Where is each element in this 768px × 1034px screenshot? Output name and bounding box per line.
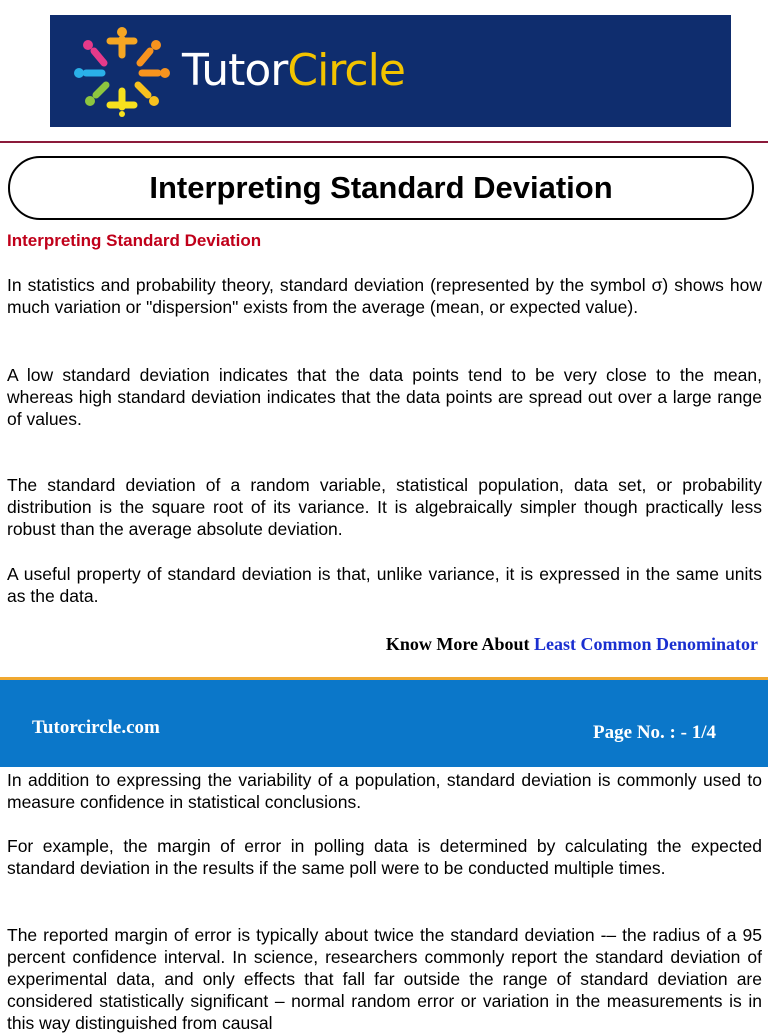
page-title: Interpreting Standard Deviation — [149, 170, 613, 205]
logo-text-tutor: Tutor — [182, 45, 288, 96]
logo-wordmark — [182, 43, 405, 99]
page-footer — [0, 677, 768, 767]
header-banner — [50, 15, 731, 127]
footer-site[interactable]: Tutorcircle.com — [32, 717, 160, 738]
know-more-prefix: Know More About — [385, 634, 530, 654]
paragraph: In addition to expressing the variability of a population, standard deviation is commonly used to measure confidence in statistical conclusions. — [7, 770, 762, 812]
paragraph: The standard deviation of a random variable, statistical population, data set, or probability distribution is the square root of its variance. It is algebraically simpler though practically less robust than the average absolute deviation. — [7, 475, 762, 539]
paragraph: For example, the margin of error in polling data is determined by calculating the expected standard deviation in the results if the same poll were to be conducted multiple times. — [7, 836, 762, 878]
paragraph: A low standard deviation indicates that the data points tend to be very close to the mean, whereas high standard deviation indicates that the data points are spread out over a large range of values. — [7, 365, 762, 429]
section-heading: Interpreting Standard Deviation — [7, 231, 262, 250]
paragraph: The reported margin of error is typically about twice the standard deviation -– the radius of a 95 percent confidence interval. In science, researchers commonly report the standard deviation of experimental data, and only effects that fall far outside the range of standard deviation are considered statistically significant – normal random error or variation in the measurements is in this way distinguished from causal — [7, 925, 762, 1033]
page-number: Page No. : - 1/4 — [593, 722, 716, 743]
header-divider — [0, 141, 768, 143]
title-box — [8, 156, 754, 220]
logo-text-circle: Circle — [287, 45, 405, 96]
paragraph: A useful property of standard deviation is that, unlike variance, it is expressed in the same units as the data. — [7, 564, 762, 606]
logo-people-circle-icon — [72, 25, 172, 117]
know-more-link[interactable]: Least Common Denominator — [534, 634, 758, 654]
paragraph: In statistics and probability theory, standard deviation (represented by the symbol σ) shows how much variation or "dispersion" exists from the average (mean, or expected value). — [7, 275, 762, 317]
know-more-line — [386, 634, 758, 655]
